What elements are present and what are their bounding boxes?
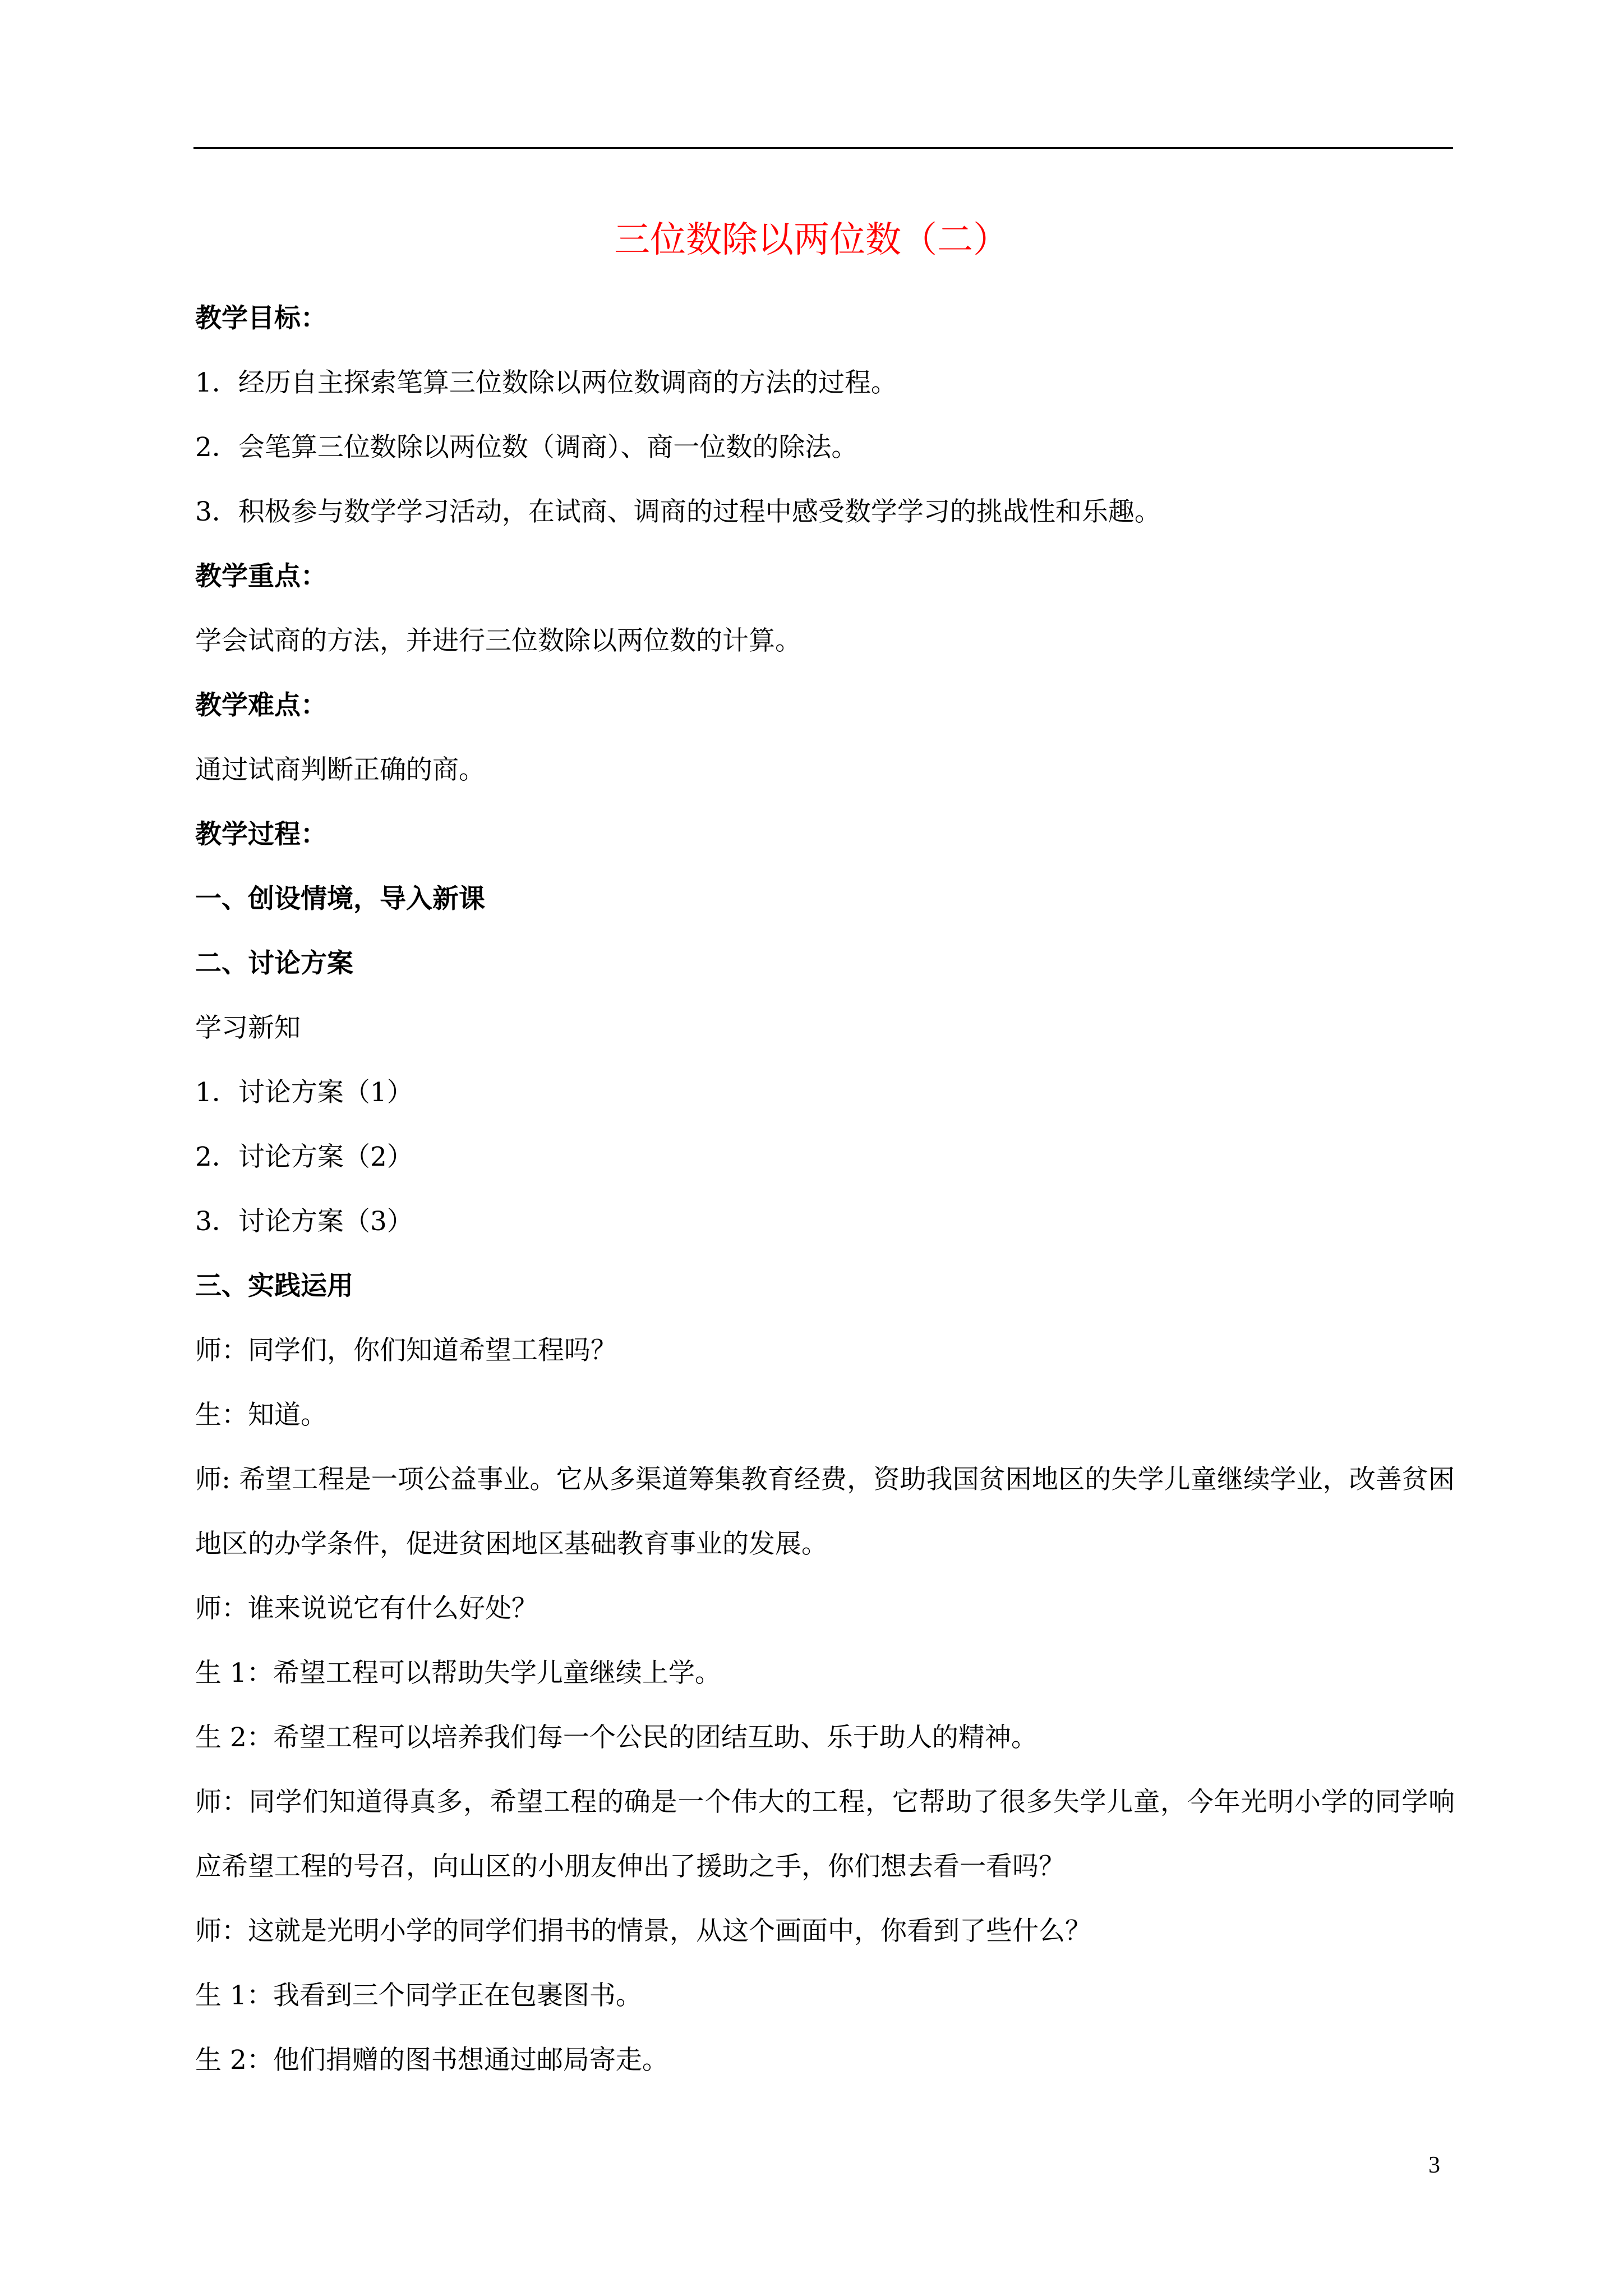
paragraph-line: 通过试商判断正确的商。 bbox=[195, 754, 485, 785]
paragraph-line: 师：这就是光明小学的同学们捐书的情景，从这个画面中，你看到了些什么？ bbox=[195, 1916, 1091, 1947]
paragraph-line: 师: 希望工程是一项公益事业。它从多渠道筹集教育经费，资助我国贫困地区的失学儿童继续学业，改善贫困地区的办学条件，促进贫困地区基础教育事业的发展。 bbox=[195, 1464, 1455, 1559]
paragraph-line: 师：同学们，你们知道希望工程吗？ bbox=[195, 1335, 617, 1366]
section-heading: 教学目标： bbox=[195, 303, 327, 334]
paragraph-line: 学习新知 bbox=[195, 1013, 301, 1043]
paragraph-line: 1．经历自主探索笔算三位数除以两位数调商的方法的过程。 bbox=[195, 367, 897, 398]
paragraph-line: 3．讨论方案（3） bbox=[195, 1206, 413, 1237]
paragraph-line: 生 2：希望工程可以培养我们每一个公民的团结互助、乐于助人的精神。 bbox=[195, 1722, 1038, 1753]
paragraph-line: 生 1：我看到三个同学正在包裹图书。 bbox=[195, 1980, 642, 2011]
page-number: 3 bbox=[1428, 2152, 1440, 2178]
paragraph-line: 生 2：他们捐赠的图书想通过邮局寄走。 bbox=[195, 2045, 668, 2076]
paragraph-line: 学会试商的方法，并进行三位数除以两位数的计算。 bbox=[195, 625, 801, 656]
section-heading: 一、创设情境，导入新课 bbox=[195, 884, 485, 914]
paragraph-line: 3．积极参与数学学习活动，在试商、调商的过程中感受数学学习的挑战性和乐趣。 bbox=[195, 496, 1161, 527]
header-rule bbox=[193, 147, 1453, 149]
document-title: 三位数除以两位数（二） bbox=[614, 219, 1009, 261]
section-heading: 教学过程： bbox=[195, 819, 327, 850]
section-heading: 二、讨论方案 bbox=[195, 948, 353, 979]
paragraph-line: 师：同学们知道得真多，希望工程的确是一个伟大的工程，它帮助了很多失学儿童，今年光明小学的同学响应希望工程的号召，向山区的小朋友伸出了援助之手，你们想去看一看吗？ bbox=[195, 1787, 1455, 1882]
paragraph-line: 2．讨论方案（2） bbox=[195, 1142, 413, 1172]
paragraph-line: 1．讨论方案（1） bbox=[195, 1077, 413, 1108]
section-heading: 教学重点： bbox=[195, 561, 327, 592]
section-heading: 三、实践运用 bbox=[195, 1271, 353, 1301]
section-heading: 教学难点： bbox=[195, 690, 327, 721]
paragraph-line: 生：知道。 bbox=[195, 1400, 327, 1430]
paragraph-line: 2．会笔算三位数除以两位数（调商）、商一位数的除法。 bbox=[195, 432, 858, 463]
document-body bbox=[195, 286, 1455, 2092]
paragraph-line: 生 1：希望工程可以帮助失学儿童继续上学。 bbox=[195, 1658, 721, 1688]
paragraph-line: 师：谁来说说它有什么好处？ bbox=[195, 1593, 538, 1624]
